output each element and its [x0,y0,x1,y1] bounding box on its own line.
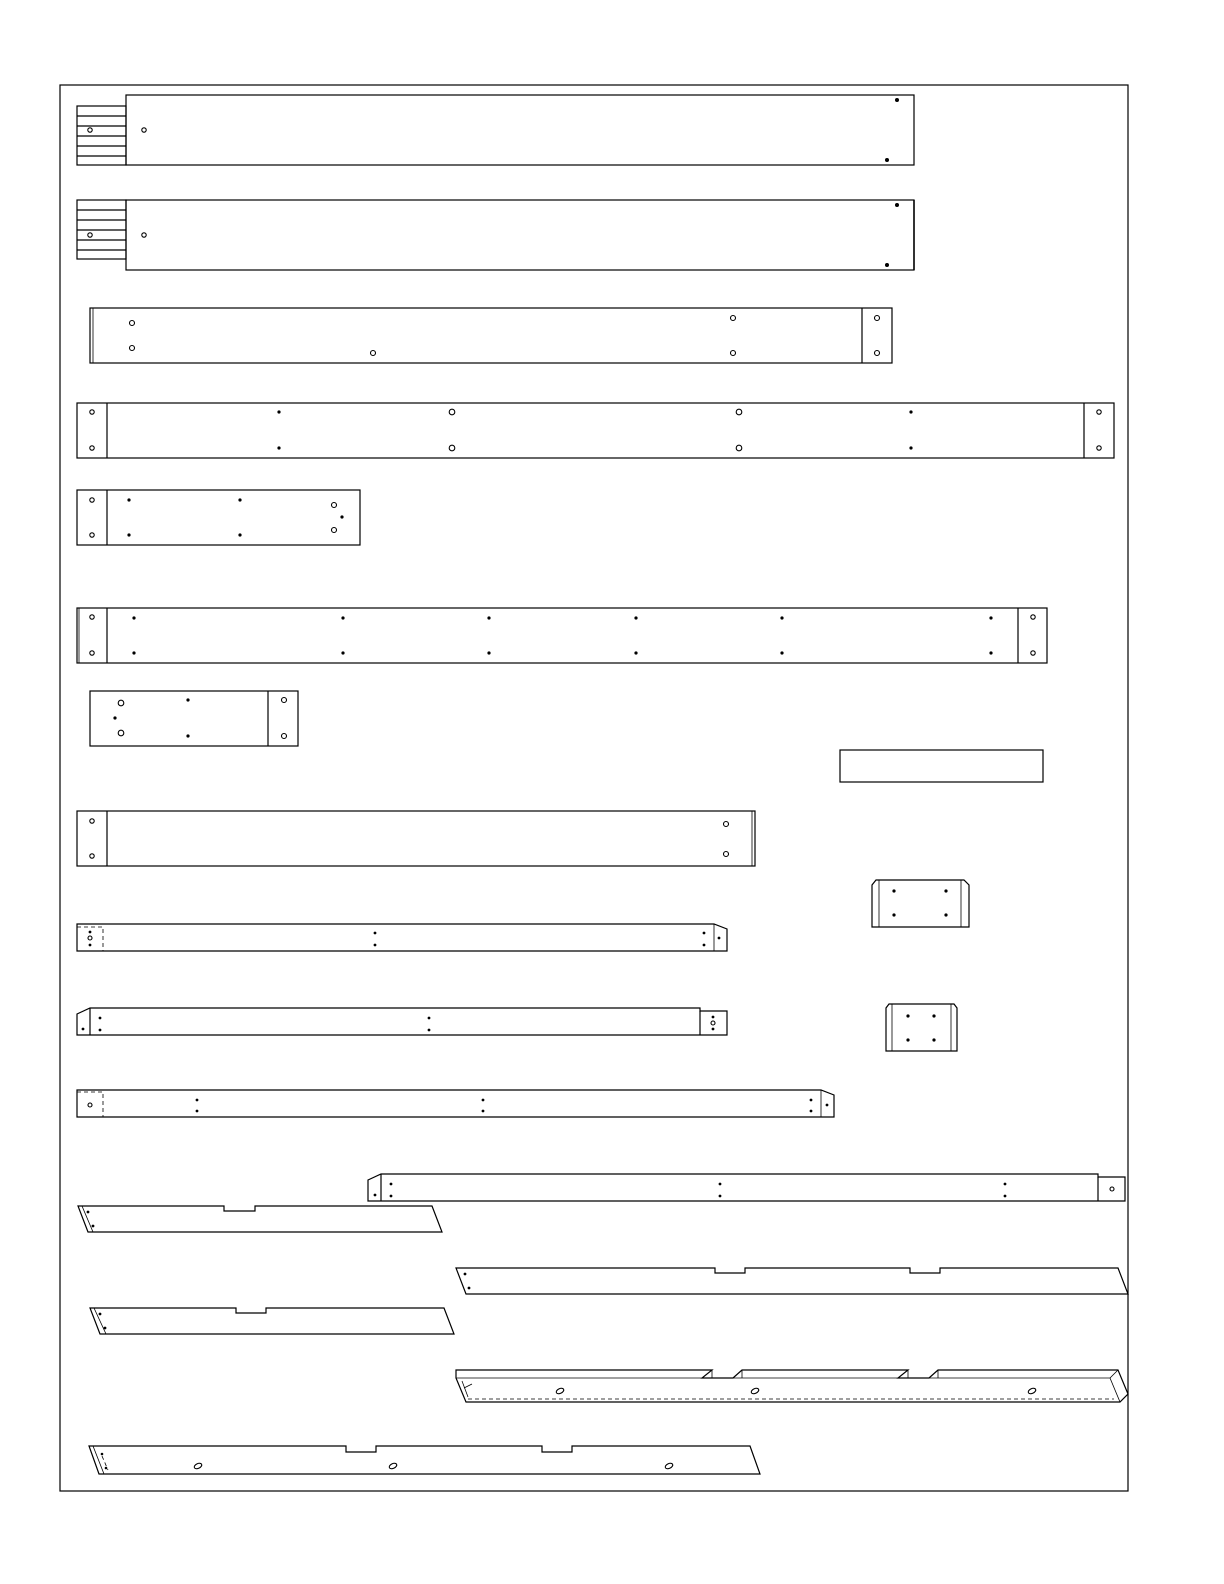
part-4 [77,403,1114,458]
part-13 [886,1004,957,1051]
part-14 [77,1090,834,1117]
part-1 [77,95,914,165]
part-3 [90,308,892,363]
part-17 [456,1268,1128,1294]
part-8 [840,750,1043,782]
drawing-frame [60,85,1128,1491]
part-16 [78,1206,442,1232]
part-11 [77,924,727,951]
part-12 [77,1008,727,1035]
part-2 [77,200,914,270]
part-19 [456,1370,1128,1402]
part-5 [77,490,360,545]
part-6 [77,608,1047,663]
part-18 [90,1308,454,1334]
part-7 [90,691,298,746]
part-10 [872,880,969,927]
part-20 [89,1446,760,1474]
part-9 [77,811,755,866]
part-15 [368,1174,1125,1201]
